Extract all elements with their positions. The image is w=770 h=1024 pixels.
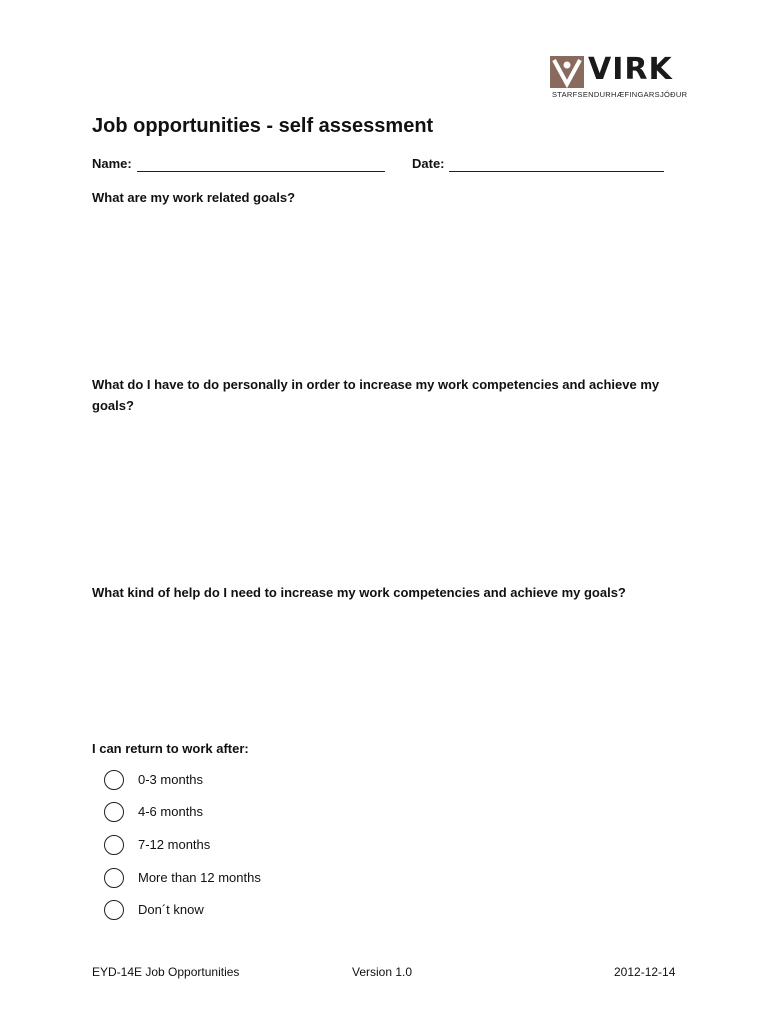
date-label: Date: <box>412 156 445 171</box>
radio-button[interactable] <box>104 868 124 888</box>
footer-date: 2012-12-14 <box>614 965 676 979</box>
radio-button[interactable] <box>104 835 124 855</box>
virk-logo <box>550 54 690 102</box>
logo-wordmark: VIRK <box>588 52 673 87</box>
question-personal-actions: What do I have to do personally in order to increase my work competencies and achieve my goals? <box>92 377 660 413</box>
footer-version: Version 1.0 <box>352 965 413 979</box>
virk-logo-mark-icon <box>550 56 584 88</box>
question-help-needed: What kind of help do I need to increase my work competencies and achieve my goals? <box>92 585 626 600</box>
option-label: Don´t know <box>138 902 204 917</box>
radio-button[interactable] <box>104 770 124 790</box>
option-label: 7-12 months <box>138 837 211 852</box>
name-label: Name: <box>92 156 132 171</box>
option-label: 4-6 months <box>138 804 204 819</box>
return-to-work-label: I can return to work after: <box>92 741 249 756</box>
page-title: Job opportunities - self assessment <box>92 115 434 137</box>
option-label: 0-3 months <box>138 772 204 787</box>
radio-button[interactable] <box>104 802 124 822</box>
logo-tagline: STARFSENDURHÆFINGARSJÓÐUR <box>552 90 688 99</box>
footer-doc-id: EYD-14E Job Opportunities <box>92 965 240 979</box>
date-field[interactable] <box>449 171 664 172</box>
option-label: More than 12 months <box>138 870 261 885</box>
name-field[interactable] <box>137 171 385 172</box>
radio-button[interactable] <box>104 900 124 920</box>
question-work-goals: What are my work related goals? <box>92 190 296 205</box>
